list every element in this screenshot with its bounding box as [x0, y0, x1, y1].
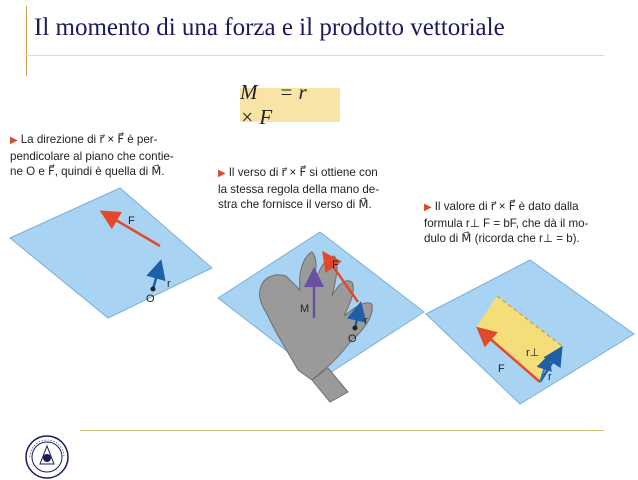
- middle-label-r: r: [364, 315, 368, 327]
- left-plane: [10, 188, 212, 318]
- triangle-bullet-icon: ▶: [218, 168, 226, 179]
- left-label-r: r: [167, 278, 171, 290]
- middle-label-M: M: [300, 303, 310, 315]
- triangle-bullet-icon: ▶: [424, 202, 432, 213]
- left-label-O: O: [146, 293, 155, 305]
- slide-title: Il momento di una forza e il prodotto vettoriale: [34, 14, 505, 41]
- caption-middle-line1: Il verso di r⃗ × F⃗ si ottiene con: [228, 166, 378, 179]
- formula-box: M⃗ = r⃗ × F⃗: [240, 88, 340, 122]
- caption-left-line2: pendicolare al piano che contie-: [10, 149, 174, 163]
- middle-label-F: F: [332, 259, 339, 271]
- left-label-F: F: [128, 215, 135, 227]
- caption-right-line1: Il valore di r⃗ × F⃗ è dato dalla: [434, 200, 579, 213]
- caption-right-line2: formula r⊥ F = bF, che dà il mo-: [424, 216, 589, 230]
- right-label-r: r: [548, 371, 552, 383]
- footer-divider: [80, 430, 604, 431]
- caption-left-line1: La direzione di r⃗ × F⃗ è per-: [20, 133, 158, 146]
- middle-origin-point: [353, 326, 358, 331]
- left-origin-point: [151, 287, 156, 292]
- right-label-r-perp: r⊥: [526, 347, 540, 359]
- right-label-F: F: [498, 363, 505, 375]
- university-seal-icon: [24, 434, 70, 480]
- caption-right-line3: dulo di M⃗ (ricorda che r⊥ = b).: [424, 232, 580, 245]
- caption-left-line3: ne O e F⃗, quindi è quella di M⃗.: [10, 165, 165, 178]
- caption-middle-line3: stra che fornisce il verso di M⃗.: [218, 198, 372, 211]
- caption-middle-line2: la stessa regola della mano de-: [218, 182, 380, 196]
- triangle-bullet-icon: ▶: [10, 135, 18, 146]
- middle-label-O: O: [348, 333, 357, 345]
